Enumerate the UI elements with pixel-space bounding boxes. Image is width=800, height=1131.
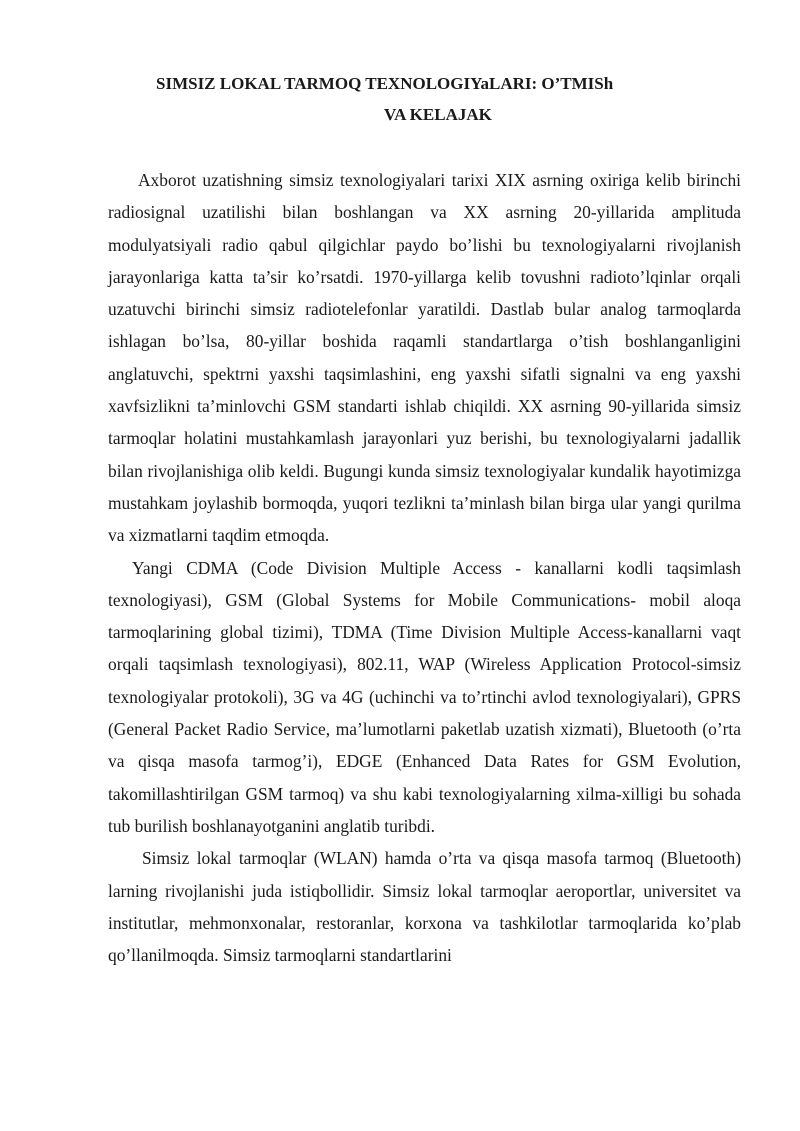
paragraph-technologies: Yangi CDMA (Code Division Multiple Access - kanallarni kodli taqsimlash texnologiyasi), GSM (Global Systems for Mobile Communications- mobil aloqa tarmoqlarining global tizimi), TDMA (Time Division Multiple Access-kanallarni vaqt orqali taqsimlash texnologiyasi), 802.11, WAP (Wireless Application Protocol-simsiz texnologiyalar protokoli), 3G va 4G (uchinchi va to’rtinchi avlod texnologiyalari), GPRS (General Packet Radio Service, ma’lumotlarni paketlab uzatish xizmati), Bluetooth (o’rta va qisqa masofa tarmog’i), EDGE (Enhanced Data Rates for GSM Evolution, takomillashtirilgan GSM tarmoq) va shu kabi texnologiyalarning xilma-xilligi bu sohada tub burilish boshlanayotganini anglatib turibdi. xyxy=(108,557,741,836)
paragraph-wlan: Simsiz lokal tarmoqlar (WLAN) hamda o’rta va qisqa masofa tarmoq (Bluetooth) larning rivojlanishi juda istiqbollidir. Simsiz lokal tarmoqlar aeroportlar, universitet va institutlar, mehmonxonalar, restoranlar, korxona va tashkilotlar tarmoqlarida ko’plab qo’llanilmoqda. Simsiz tarmoqlarni standartlarini xyxy=(108,848,741,966)
document-title-line-2: VA KELAJAK xyxy=(384,105,492,124)
document-body xyxy=(108,164,741,971)
document-title-line-1: SIMSIZ LOKAL TARMOQ TEXNOLOGIYaLARI: O’TMISh xyxy=(156,74,614,93)
paragraph-history: Axborot uzatishning simsiz texnologiyalari tarixi XIX asrning oxiriga kelib birinchi radiosignal uzatilishi bilan boshlangan va XX asrning 20-yillarida amplituda modulyatsiyali radio qabul qilgichlar paydo bo’lishi bu texnologiyalarni rivojlanish jarayonlariga katta ta’sir ko’rsatdi. 1970-yillarga kelib tovushni radioto’lqinlar orqali uzatuvchi birinchi simsiz radiotelefonlar yaratildi. Dastlab bular analog tarmoqlarda ishlagan bo’lsa, 80-yillar boshida raqamli standartlarga o’tish boshlanganligini anglatuvchi, spektrni yaxshi taqsimlashini, eng yaxshi sifatli signalni va eng yaxshi xavfsizlikni ta’minlovchi GSM standarti ishlab chiqildi. XX asrning 90-yillarida simsiz tarmoqlar holatini mustahkamlash jarayonlari yuz berishi, bu texnologiyalarni jadallik bilan rivojlanishiga olib keldi. Bugungi kunda simsiz texnologiyalar kundalik hayotimizga mustahkam joylashib bormoqda, yuqori tezlikni ta’minlash bilan birga ular yangi qurilma va xizmatlarni taqdim etmoqda. xyxy=(108,170,741,546)
